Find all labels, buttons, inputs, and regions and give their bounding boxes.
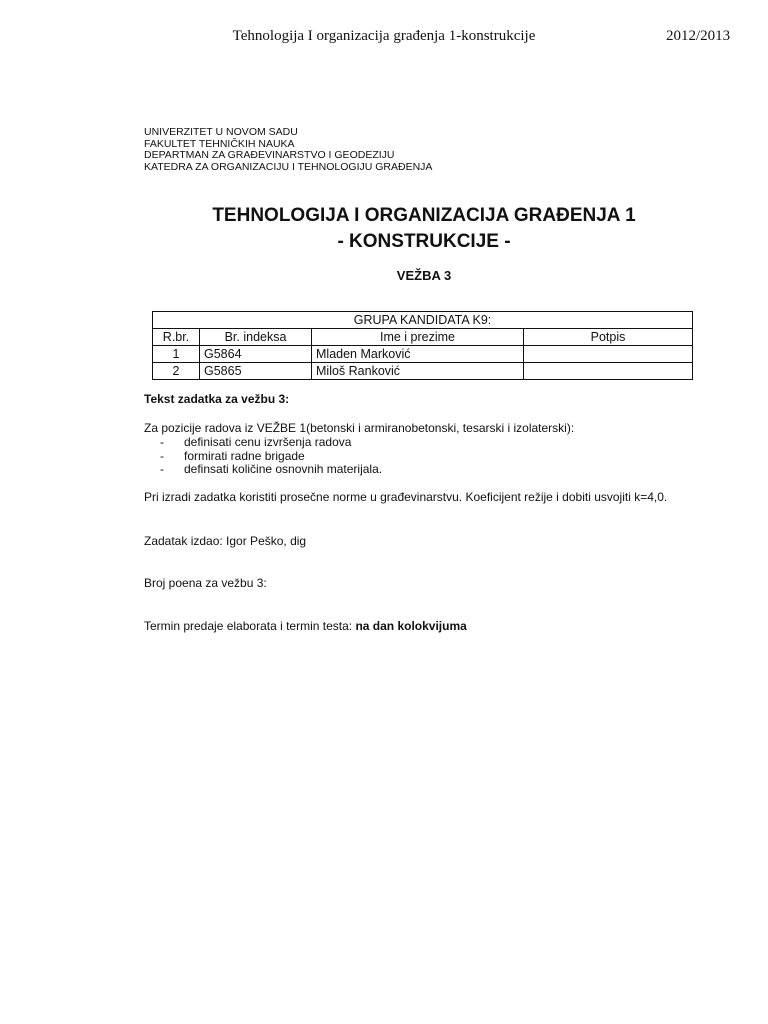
- task-note: Pri izradi zadatka koristiti prosečne norme u građevinarstvu. Koeficijent režije i dobiti usvojiti k=4,0.: [144, 490, 668, 504]
- institution-line: UNIVERZITET U NOVOM SADU: [144, 126, 298, 138]
- running-header-title: Tehnologija I organizacija građenja 1-konstrukcije: [232, 28, 536, 44]
- dash-bullet-icon: -: [160, 448, 164, 463]
- institution-block: [144, 127, 432, 173]
- issued-by: Zadatak izdao: Igor Peško, dig: [144, 534, 307, 548]
- deadline-value: na dan kolokvijuma: [355, 619, 467, 633]
- dash-bullet-icon: -: [160, 462, 164, 476]
- institution-line: KATEDRA ZA ORGANIZACIJU I TEHNOLOGIJU GRAĐENJA: [144, 160, 433, 173]
- table-caption-row: [153, 312, 693, 329]
- list-item-text: definsati količine osnovnih materijala.: [184, 462, 383, 476]
- student-name: Miloš Ranković: [312, 363, 524, 380]
- signature-cell: [524, 363, 693, 380]
- column-header: Potpis: [524, 329, 693, 346]
- table-row: [153, 346, 693, 363]
- student-name: Mladen Marković: [312, 346, 524, 363]
- document-title: TEHNOLOGIJA I ORGANIZACIJA GRAĐENJA 1: [212, 205, 636, 226]
- task-intro: Za pozicije radova iz VEŽBE 1(betonski i armiranobetonski, tesarski i izolaterski):: [144, 421, 575, 435]
- index-number: G5865: [200, 363, 312, 380]
- column-header: Ime i prezime: [312, 329, 524, 346]
- row-number: 2: [153, 363, 200, 380]
- list-item-text: formirati radne brigade: [184, 448, 305, 463]
- list-item-text: definisati cenu izvršenja radova: [184, 435, 352, 449]
- dash-bullet-icon: -: [160, 435, 164, 449]
- column-header: Br. indeksa: [200, 329, 312, 346]
- table-row: [153, 363, 693, 380]
- index-number: G5864: [200, 346, 312, 363]
- row-number: 1: [153, 346, 200, 363]
- institution-line: FAKULTET TEHNIČKIH NAUKA: [144, 137, 295, 150]
- signature-cell: [524, 346, 693, 363]
- institution-line: DEPARTMAN ZA GRAĐEVINARSTVO I GEODEZIJU: [144, 149, 395, 161]
- list-item: [160, 436, 382, 450]
- exercise-title: VEŽBA 3: [396, 268, 452, 283]
- deadline-line: [144, 620, 704, 634]
- task-heading: Tekst zadatka za vežbu 3:: [144, 392, 290, 406]
- deadline-label: Termin predaje elaborata i termin testa:: [144, 619, 356, 633]
- column-header: R.br.: [153, 329, 200, 346]
- candidate-group-table: [152, 311, 693, 380]
- table-header-row: [153, 329, 693, 346]
- running-header-year: 2012/2013: [666, 28, 731, 44]
- task-list: [160, 436, 382, 477]
- list-item: [160, 450, 382, 464]
- table-caption: GRUPA KANDIDATA K9:: [153, 312, 693, 329]
- points-label: Broj poena za vežbu 3:: [144, 576, 267, 590]
- list-item: [160, 463, 382, 477]
- document-subtitle: - KONSTRUKCIJE -: [337, 231, 511, 252]
